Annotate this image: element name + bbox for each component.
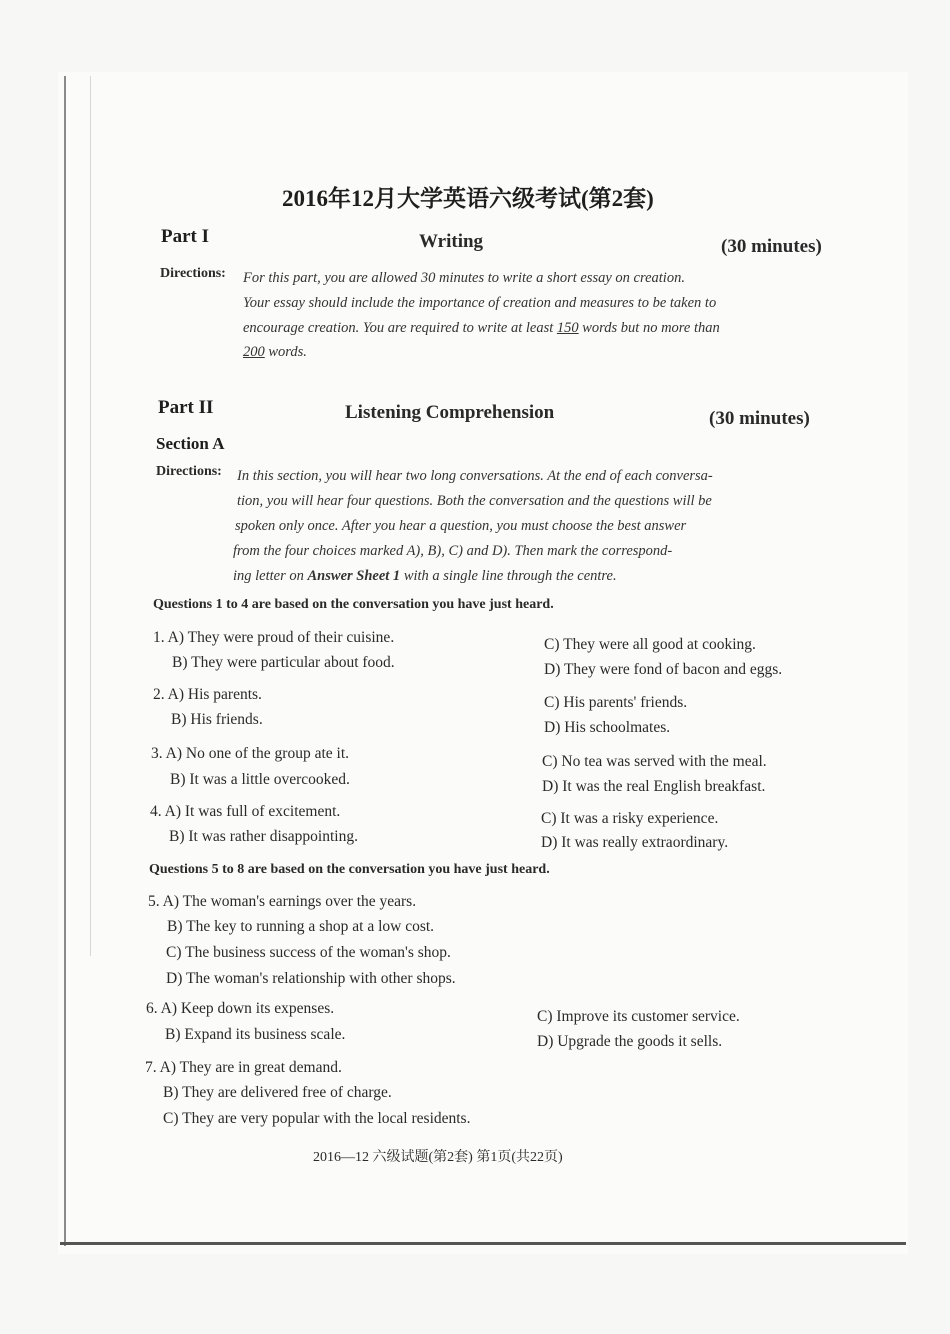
q1-option-d: D) They were fond of bacon and eggs. — [544, 661, 783, 678]
q5-option-b: B) The key to running a shop at a low cost. — [167, 918, 435, 935]
q2-option-d: D) His schoolmates. — [544, 719, 671, 736]
q3-option-c: C) No tea was served with the meal. — [542, 753, 767, 770]
min-words: 150 — [556, 320, 579, 336]
max-words: 200 — [243, 344, 265, 360]
part2-duration: (30 minutes) — [709, 408, 810, 429]
q7-option-a: 7. A) They are in great demand. — [145, 1059, 342, 1076]
part2-directions-line: from the four choices marked A), B), C) and D). Then mark the correspond- — [233, 543, 673, 559]
part1-directions-line: encourage creation. You are required to write at least 150 words but no more than — [243, 320, 720, 336]
question-group-header: Questions 5 to 8 are based on the conversation you have just heard. — [149, 862, 550, 877]
q2-option-c: C) His parents' friends. — [544, 694, 688, 711]
part1-label: Part I — [161, 226, 210, 247]
part1-duration: (30 minutes) — [721, 236, 822, 257]
part2-directions-label: Directions: — [156, 464, 222, 479]
part2-directions-line: In this section, you will hear two long conversations. At the end of each conversa- — [237, 468, 713, 484]
q1-option-a: 1. A) They were proud of their cuisine. — [153, 629, 395, 646]
q7-option-b: B) They are delivered free of charge. — [163, 1084, 392, 1101]
part1-directions-line: 200 words. — [243, 344, 307, 360]
q6-option-d: D) Upgrade the goods it sells. — [537, 1033, 723, 1050]
part1-directions-line: For this part, you are allowed 30 minutes to write a short essay on creation. — [243, 270, 685, 286]
q4-option-a: 4. A) It was full of excitement. — [150, 803, 341, 820]
q4-option-b: B) It was rather disappointing. — [169, 828, 358, 845]
q3-option-a: 3. A) No one of the group ate it. — [151, 745, 350, 762]
q2-option-b: B) His friends. — [171, 711, 263, 728]
page-edge-line — [64, 76, 66, 1246]
q6-option-a: 6. A) Keep down its expenses. — [146, 1000, 335, 1017]
page-title: 2016年12月大学英语六级考试(第2套) — [282, 186, 654, 211]
q7-option-c: C) They are very popular with the local residents. — [163, 1110, 471, 1127]
part1-directions-line: Your essay should include the importance of creation and measures to be taken to — [243, 295, 717, 311]
q5-option-c: C) The business success of the woman's shop. — [166, 944, 451, 961]
page-footer: 2016—12 六级试题(第2套) 第1页(共22页) — [313, 1150, 563, 1165]
q6-option-b: B) Expand its business scale. — [165, 1026, 346, 1043]
answer-sheet-ref: Answer Sheet 1 — [307, 568, 401, 584]
q3-option-d: D) It was the real English breakfast. — [542, 778, 766, 795]
part1-directions-label: Directions: — [160, 266, 226, 281]
section-a-label: Section A — [156, 434, 225, 453]
q2-option-a: 2. A) His parents. — [153, 686, 262, 703]
q3-option-b: B) It was a little overcooked. — [170, 771, 350, 788]
page-bottom-edge — [60, 1242, 906, 1245]
part2-directions-line: tion, you will hear four questions. Both the conversation and the questions will be — [237, 493, 712, 509]
part2-label: Part II — [158, 397, 214, 418]
q5-option-d: D) The woman's relationship with other shops. — [166, 970, 456, 987]
part2-directions-line: ing letter on Answer Sheet 1 with a single line through the centre. — [233, 568, 617, 584]
q4-option-c: C) It was a risky experience. — [541, 810, 719, 827]
part2-directions-line: spoken only once. After you hear a question, you must choose the best answer — [235, 518, 687, 534]
page-fold-line — [90, 76, 91, 956]
part2-name: Listening Comprehension — [345, 402, 555, 423]
q5-option-a: 5. A) The woman's earnings over the years. — [148, 893, 417, 910]
question-group-header: Questions 1 to 4 are based on the conversation you have just heard. — [153, 597, 554, 612]
part1-name: Writing — [419, 231, 484, 252]
q4-option-d: D) It was really extraordinary. — [541, 834, 729, 851]
q1-option-c: C) They were all good at cooking. — [544, 636, 756, 653]
q6-option-c: C) Improve its customer service. — [537, 1008, 740, 1025]
q1-option-b: B) They were particular about food. — [172, 654, 395, 671]
